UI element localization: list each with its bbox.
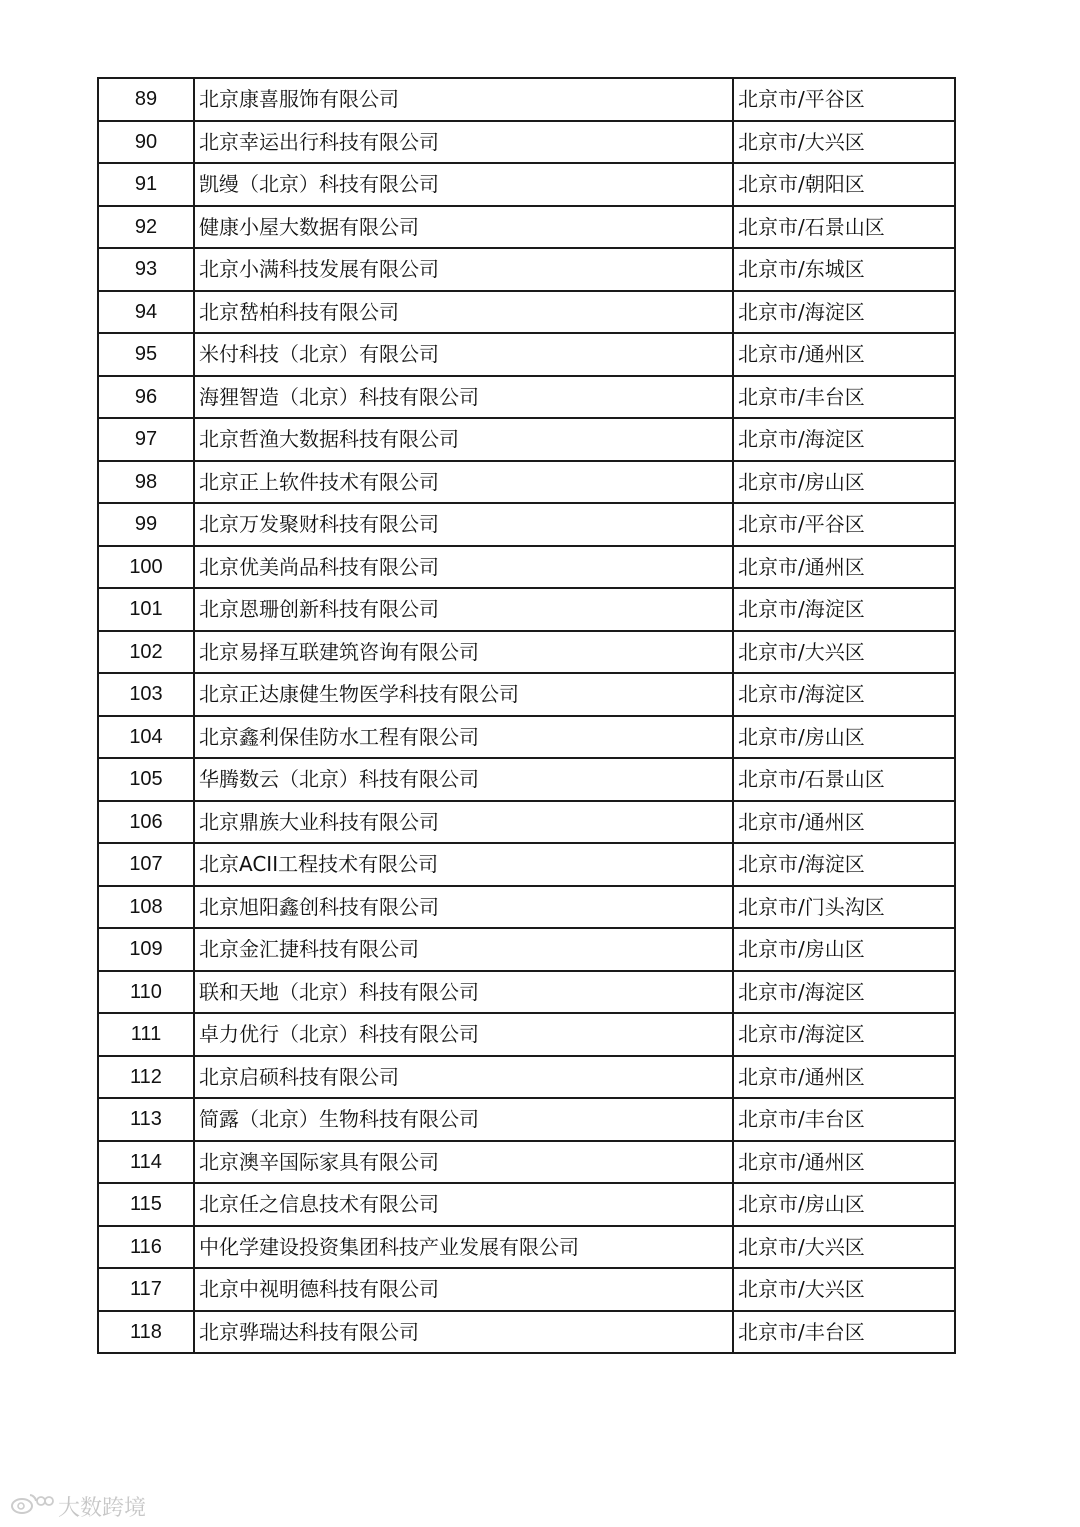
row-number: 105	[98, 758, 194, 801]
company-name: 北京鼎族大业科技有限公司	[194, 801, 733, 844]
row-number: 100	[98, 546, 194, 589]
company-region: 北京市/海淀区	[733, 971, 955, 1014]
table-row	[98, 291, 955, 334]
row-number: 93	[98, 248, 194, 291]
row-number: 89	[98, 78, 194, 121]
table-row	[98, 163, 955, 206]
row-number: 91	[98, 163, 194, 206]
company-region: 北京市/通州区	[733, 1056, 955, 1099]
table-row	[98, 673, 955, 716]
company-region: 北京市/东城区	[733, 248, 955, 291]
company-name: 北京澳辛国际家具有限公司	[194, 1141, 733, 1184]
row-number: 106	[98, 801, 194, 844]
row-number: 111	[98, 1013, 194, 1056]
row-number: 94	[98, 291, 194, 334]
table-row	[98, 1013, 955, 1056]
company-name: 海狸智造（北京）科技有限公司	[194, 376, 733, 419]
table-row	[98, 631, 955, 674]
table-row	[98, 843, 955, 886]
company-name: 北京ACII工程技术有限公司	[194, 843, 733, 886]
table-row	[98, 971, 955, 1014]
company-region: 北京市/石景山区	[733, 206, 955, 249]
row-number: 112	[98, 1056, 194, 1099]
weibo-icon	[10, 1490, 54, 1522]
company-region: 北京市/丰台区	[733, 1098, 955, 1141]
row-number: 98	[98, 461, 194, 504]
row-number: 104	[98, 716, 194, 759]
table-row	[98, 801, 955, 844]
company-name: 凯缦（北京）科技有限公司	[194, 163, 733, 206]
watermark-text: 大数跨境	[58, 1495, 147, 1521]
table-row	[98, 1141, 955, 1184]
company-name: 米付科技（北京）有限公司	[194, 333, 733, 376]
company-region: 北京市/通州区	[733, 1141, 955, 1184]
table-row	[98, 333, 955, 376]
row-number: 90	[98, 121, 194, 164]
row-number: 95	[98, 333, 194, 376]
table-row	[98, 716, 955, 759]
table-row	[98, 1268, 955, 1311]
company-region: 北京市/通州区	[733, 546, 955, 589]
table-row	[98, 1183, 955, 1226]
company-region: 北京市/大兴区	[733, 631, 955, 674]
table-row	[98, 121, 955, 164]
row-number: 117	[98, 1268, 194, 1311]
table-row	[98, 376, 955, 419]
company-region: 北京市/朝阳区	[733, 163, 955, 206]
row-number: 101	[98, 588, 194, 631]
table-row	[98, 248, 955, 291]
company-region: 北京市/海淀区	[733, 588, 955, 631]
company-name: 北京小满科技发展有限公司	[194, 248, 733, 291]
company-region: 北京市/丰台区	[733, 376, 955, 419]
company-name: 北京易择互联建筑咨询有限公司	[194, 631, 733, 674]
company-name: 中化学建设投资集团科技产业发展有限公司	[194, 1226, 733, 1269]
company-region: 北京市/大兴区	[733, 121, 955, 164]
company-region: 北京市/门头沟区	[733, 886, 955, 929]
company-name: 华腾数云（北京）科技有限公司	[194, 758, 733, 801]
company-name: 北京嵆柏科技有限公司	[194, 291, 733, 334]
row-number: 109	[98, 928, 194, 971]
company-region: 北京市/通州区	[733, 801, 955, 844]
row-number: 113	[98, 1098, 194, 1141]
table-row	[98, 546, 955, 589]
company-name: 联和天地（北京）科技有限公司	[194, 971, 733, 1014]
company-region: 北京市/海淀区	[733, 843, 955, 886]
company-name: 北京优美尚品科技有限公司	[194, 546, 733, 589]
company-region: 北京市/海淀区	[733, 418, 955, 461]
row-number: 102	[98, 631, 194, 674]
table-row	[98, 1226, 955, 1269]
company-region: 北京市/房山区	[733, 461, 955, 504]
table-row	[98, 1056, 955, 1099]
table-row	[98, 758, 955, 801]
company-name: 卓力优行（北京）科技有限公司	[194, 1013, 733, 1056]
company-region: 北京市/海淀区	[733, 1013, 955, 1056]
table-row	[98, 461, 955, 504]
table-row	[98, 1311, 955, 1354]
row-number: 108	[98, 886, 194, 929]
table-row	[98, 588, 955, 631]
table-row	[98, 78, 955, 121]
company-region: 北京市/通州区	[733, 333, 955, 376]
table-row	[98, 886, 955, 929]
company-region: 北京市/丰台区	[733, 1311, 955, 1354]
table-row	[98, 1098, 955, 1141]
row-number: 114	[98, 1141, 194, 1184]
company-region: 北京市/房山区	[733, 716, 955, 759]
company-name: 北京鑫利保佳防水工程有限公司	[194, 716, 733, 759]
table-row	[98, 928, 955, 971]
company-region: 北京市/房山区	[733, 1183, 955, 1226]
company-name: 健康小屋大数据有限公司	[194, 206, 733, 249]
row-number: 99	[98, 503, 194, 546]
company-region: 北京市/平谷区	[733, 78, 955, 121]
table-row	[98, 418, 955, 461]
company-name: 北京正达康健生物医学科技有限公司	[194, 673, 733, 716]
company-region: 北京市/平谷区	[733, 503, 955, 546]
company-region: 北京市/房山区	[733, 928, 955, 971]
company-name: 北京恩珊创新科技有限公司	[194, 588, 733, 631]
company-region: 北京市/石景山区	[733, 758, 955, 801]
company-region: 北京市/海淀区	[733, 291, 955, 334]
company-name: 北京金汇捷科技有限公司	[194, 928, 733, 971]
row-number: 110	[98, 971, 194, 1014]
company-name: 北京康喜服饰有限公司	[194, 78, 733, 121]
row-number: 118	[98, 1311, 194, 1354]
row-number: 96	[98, 376, 194, 419]
row-number: 115	[98, 1183, 194, 1226]
company-region: 北京市/大兴区	[733, 1226, 955, 1269]
company-table-body	[98, 78, 955, 1353]
company-region: 北京市/大兴区	[733, 1268, 955, 1311]
company-name: 北京骅瑞达科技有限公司	[194, 1311, 733, 1354]
company-name: 北京正上软件技术有限公司	[194, 461, 733, 504]
row-number: 97	[98, 418, 194, 461]
company-name: 北京中视明德科技有限公司	[194, 1268, 733, 1311]
company-name: 北京万发聚财科技有限公司	[194, 503, 733, 546]
company-name: 北京任之信息技术有限公司	[194, 1183, 733, 1226]
company-name: 北京哲渔大数据科技有限公司	[194, 418, 733, 461]
row-number: 107	[98, 843, 194, 886]
table-row	[98, 206, 955, 249]
company-name: 北京幸运出行科技有限公司	[194, 121, 733, 164]
company-name: 简露（北京）生物科技有限公司	[194, 1098, 733, 1141]
watermark	[10, 1490, 146, 1522]
row-number: 92	[98, 206, 194, 249]
company-table	[97, 77, 956, 1354]
company-name: 北京旭阳鑫创科技有限公司	[194, 886, 733, 929]
row-number: 116	[98, 1226, 194, 1269]
company-name: 北京启硕科技有限公司	[194, 1056, 733, 1099]
table-row	[98, 503, 955, 546]
company-region: 北京市/海淀区	[733, 673, 955, 716]
row-number: 103	[98, 673, 194, 716]
